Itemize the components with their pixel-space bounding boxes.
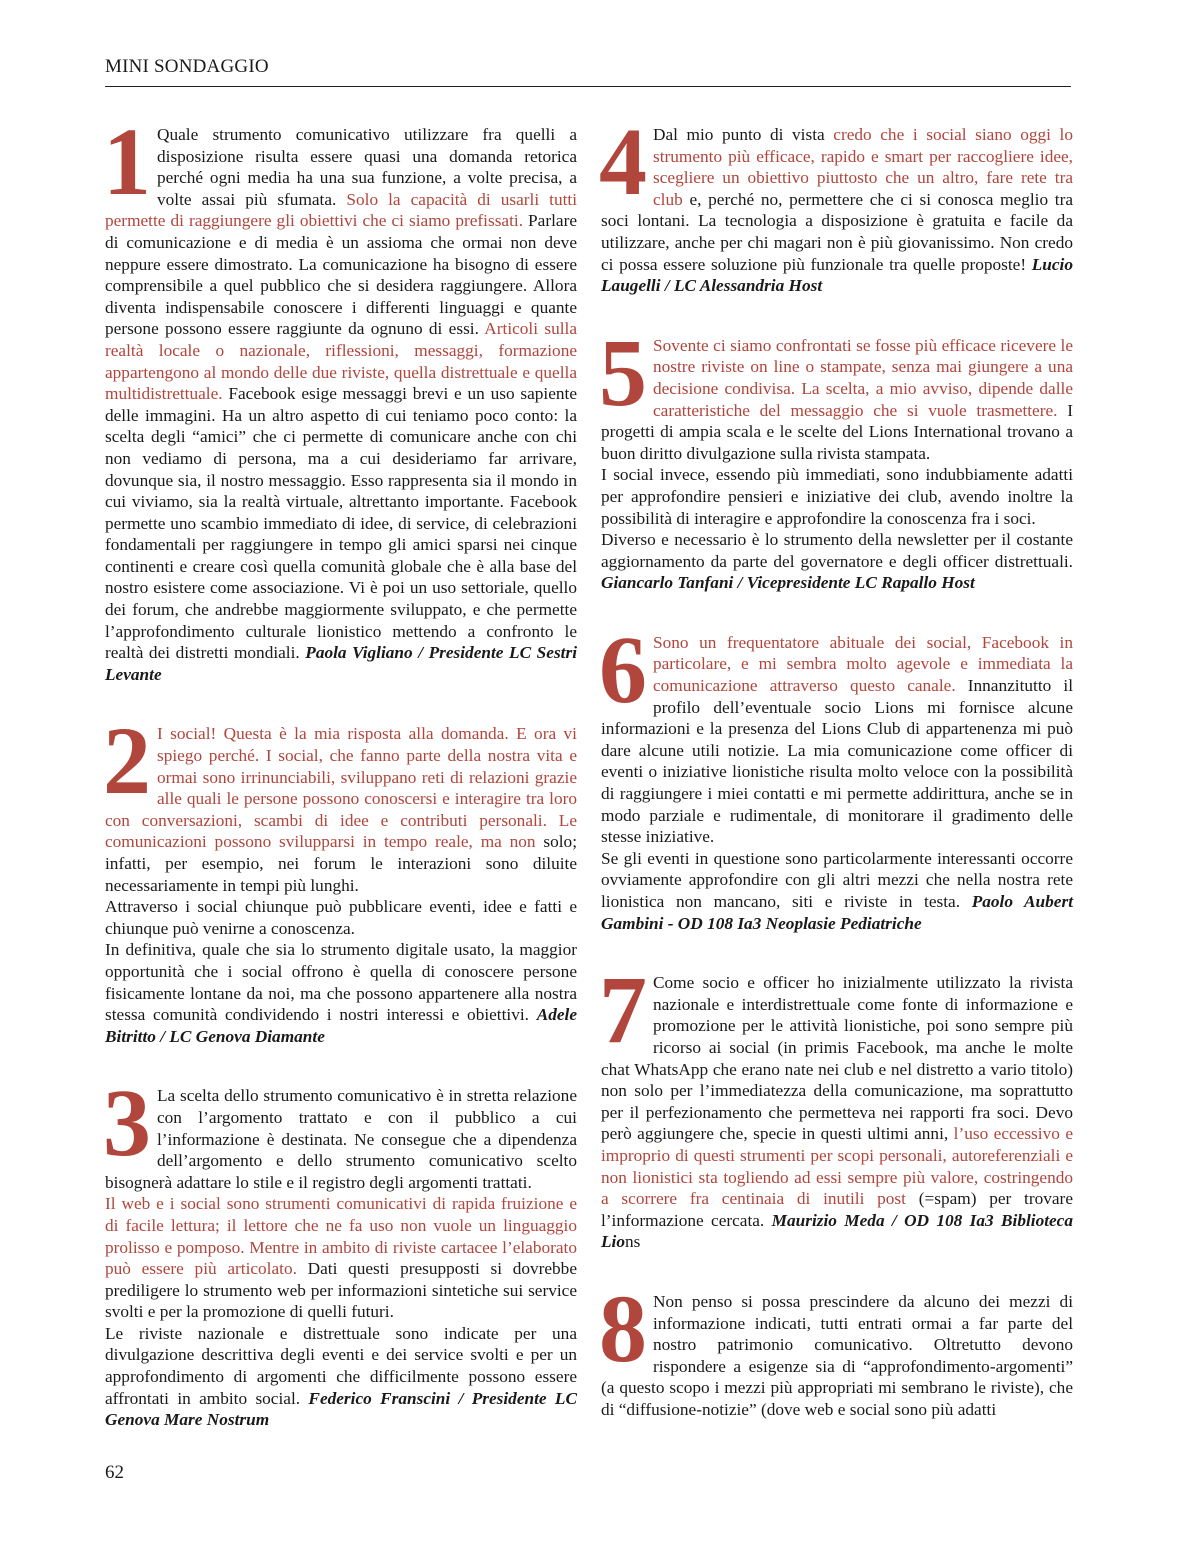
survey-answer-3 [103,1069,578,1431]
answer-paragraph [105,896,577,939]
highlighted-quote: Il web e i social sono strumenti comunicativi di rapida fruizione e di facile lettura; il lettore che ne fa uso non vuole un linguaggio prolisso e pomposo. Mentre in ambito di riviste cartacee l’elaborato può essere più articolato. [105,1194,577,1279]
section-title: MINI SONDAGGIO [105,56,269,77]
body-text: Non penso si possa prescindere da alcuno dei mezzi di informazione indicati, tutti entrati ormai a far parte del nostro patrimonio comunicativo. Oltretutto devono rispondere a esigenze sia di “approfondimento-argomenti” (a questo scopo i mezzi più appropriati mi sembrano le riviste), che di “diffusione-notizie” (dove web e social sono più adatti [601,1291,1073,1419]
survey-answer-6 [599,615,1073,934]
answer-paragraph [599,956,1073,1253]
body-text: solo; infatti, per esempio, nei forum le interazioni sono diluite necessariamente in tempi più lunghi. [105,832,577,895]
survey-answer-4 [599,108,1073,297]
author-signature: Maurizio Meda / OD 108 Ia3 Biblioteca Lio [601,1210,1073,1252]
body-text: I progetti di ampia scala e le scelte del Lions International trovano a buon diritto divulgazione sulla rivista stampata. [601,400,1073,463]
survey-answer-1 [103,108,577,685]
highlighted-quote: l’uso eccessivo e improprio di questi strumenti per scopi personali, autoreferenziali e non lionistici sta togliendo ad essi sempre più valore, costringendo a scorrere fra centinaia di inutili post [601,1124,1073,1209]
body-text: Facebook esige messaggi brevi e un uso sapiente delle immagini. Ha un altro aspetto di cui teniamo poco conto: la scelta degli “amici” che ci permette di comunicare anche con chi non vediamo di persona, ma a cui desideriamo far arrivare, dovunque sia, il nostro messaggio. Esso rappresenta sia il mondo in cui viviamo, sia la realtà virtuale, altrettanto importante. Facebook permette uno scambio immediato di idee, di service, di celebrazioni fondamentali per raggiungere in tempo gli amici sparsi nei cinque continenti e creare così quella comunità globale che è alla base del nostro esistere come associazione. Vi è poi un uso settoriale, quello dei forum, che andrebbe maggiormente sviluppato, e che permette l’approfondimento culturale lionistico mettendo a confronto le realtà dei distretti mondiali. [105,384,577,663]
survey-answer-5 [599,318,1073,594]
drop-cap-number: 8 [599,1274,647,1382]
page-number: 62 [105,1462,124,1483]
highlighted-quote: I social! Questa è la mia risposta alla domanda. E ora vi spiego perché. I social, che fanno parte della nostra vita e ormai sono irrinunciabili, sviluppano reti di relazioni grazie alle quali le persone possono conoscersi e interagire tra loro con conversazioni, scambi di idee e contributi personali. Le comunicazioni possono svilupparsi in tempo reale, ma non [105,724,577,852]
answer-paragraph [599,1274,1073,1421]
right-column [599,108,1073,1458]
author-signature: Paolo Aubert Gambini - OD 108 Ia3 Neoplasie Pediatriche [601,892,1073,933]
body-text: La scelta dello strumento comunicativo è in stretta relazione con l’argomento trattato e con il pubblico a cui l’informazione è destinata. Ne consegue che a dipendenza dell’argomento e dello strumento comunicativo scelto bisognerà adattare lo stile e il registro degli argomenti trattati. [105,1086,577,1192]
body-text: (=spam) per trovare l’informazione cercata. [601,1189,1073,1230]
drop-cap-number: 6 [599,615,647,723]
body-text: Dal mio punto di vista [653,125,834,144]
page-header [105,56,1071,87]
drop-cap-number: 3 [103,1069,151,1177]
answer-paragraph [105,1193,577,1323]
body-text: Dati questi presupposti si dovrebbe prediligere lo strumento web per informazioni sintetiche sui service svolti e per la promozione di quelli futuri. [105,1259,577,1322]
drop-cap-number: 2 [103,707,151,815]
author-signature: Giancarlo Tanfani / Vicepresidente LC Rapallo Host [601,573,975,593]
body-text: Parlare di comunicazione e di media è un assioma che ormai non deve neppure essere dimostrato. La comunicazione ha bisogno di essere comprensibile a quel pubblico che si desidera raggiungere. Allora diventa indispensabile conoscere i differenti linguaggi e quante persone possono essere raggiunte da ognuno di essi. [105,211,577,339]
answer-paragraph [601,848,1073,934]
drop-cap-number: 7 [599,956,647,1064]
body-text: In definitiva, quale che sia lo strumento digitale usato, la maggior opportunità che i social offrono è quella di conoscere persone fisicamente lontane da noi, ma che possono appartenere alla nostra stessa comunità condividendo i nostri interessi e obiettivi. [105,940,577,1025]
drop-cap-number: 4 [599,108,647,215]
body-text: e, perché no, permettere che ci si conosca meglio tra soci lontani. La tecnologia a disposizione è gratuita e facile da utilizzare, anche per chi magari non è più giovanissimo. Non credo ci possa essere soluzione più funzionale tra quelle proposte! [601,189,1073,274]
highlighted-quote: credo che i social siano oggi lo strumento più efficace, rapido e smart per raccogliere idee, scegliere un obiettivo piuttosto che un altro, fare rete tra club [653,125,1073,209]
drop-cap-number: 1 [103,108,151,215]
answer-paragraph [599,615,1073,848]
body-text: Diverso e necessario è lo strumento della newsletter per il costante aggiornamento da parte del governatore e degli officer distrettuali. [601,530,1073,571]
answer-paragraph [105,939,577,1047]
body-text: Le riviste nazionale e distrettuale sono indicate per una divulgazione descrittiva degli eventi e dei service svolti e per un approfondimento di argomenti che difficilmente possono essere affrontati in ambito social. [105,1323,577,1408]
author-signature: Adele Bitritto / LC Genova Diamante [105,1005,577,1046]
answer-paragraph [599,318,1073,465]
body-text: Se gli eventi in questione sono particolarmente interessanti occorre ovviamente approfondire con gli altri mezzi che nella nostra rete lionistica non mancano, siti e riviste in testa. [601,848,1073,911]
author-signature: Lucio Laugelli / LC Alessandria Host [601,254,1073,296]
body-text: Attraverso i social chiunque può pubblicare eventi, idee e fatti e chiunque può venirne a conoscenza. [105,897,577,938]
body-text: Innanzitutto il profilo dell’eventuale socio Lions mi fornisce alcune informazioni e la presenza del Lions Club di appartenenza mi può dare alcune utili notizie. La mia comunicazione come officer di eventi o iniziative lionistiche risulta molto veloce con la possibilità di raggiungere i miei contatti e mi permette addirittura, anche se in modo parziale e rudimentale, di monitorare il gradimento delle stesse iniziative. [601,676,1073,847]
left-column [103,108,578,1469]
answer-paragraph [103,707,577,896]
survey-answer-7 [599,956,1073,1253]
answer-paragraph [105,1323,577,1431]
highlighted-quote: Sono un frequentatore abituale dei social, Facebook in particolare, e mi sembra molto agevole e immediata la comunicazione attraverso questo canale. [653,632,1073,696]
drop-cap-number: 5 [599,318,647,426]
author-signature: Paola Vigliano / Presidente LC Sestri Levante [105,643,577,684]
answer-paragraph [601,464,1073,529]
body-text: I social invece, essendo più immediati, sono indubbiamente adatti per approfondire pensieri e iniziative dei club, avendo inoltre la possibilità di interagire e approfondire la conoscenza fra i soci. [601,465,1073,528]
body-text: Quale strumento comunicativo utilizzare fra quelli a disposizione risulta essere quasi una domanda retorica perché ogni media ha una sua funzione, a volte precisa, a volte assai più sfumata. [157,125,577,209]
answer-paragraph [103,108,577,685]
survey-answer-8 [599,1274,1073,1421]
highlighted-quote: Articoli sulla realtà locale o nazionale, riflessioni, messaggi, formazione appartengono al mondo delle due riviste, quella distrettuale e quella multidistrettuale. [105,319,577,404]
answer-paragraph [599,108,1073,297]
body-text: ns [625,1232,641,1252]
highlighted-quote: Sovente ci siamo confrontati se fosse più efficace ricevere le nostre riviste on line o stampate, senza mai giungere a una decisione condivisa. La scelta, a mio avviso, dipende dalle caratteristiche del messaggio che si vuole trasmettere. [653,335,1073,420]
answer-paragraph [103,1069,577,1193]
highlighted-quote: Solo la capacità di usarli tutti permette di raggiungere gli obiettivi che ci siamo prefissati. [105,189,577,231]
answer-paragraph [601,529,1073,594]
body-text: Come socio e officer ho inizialmente utilizzato la rivista nazionale e interdistrettuale come fonte di informazione e promozione per le attività lionistiche, poi sono sempre più ricorso ai social (in primis Facebook, ma anche le molte chat WhatsApp che erano nate nei club e nel distretto a vario titolo) non solo per l’immediatezza della comunicazione, ma soprattutto per il perfezionamento che permetteva nei rapporti fra soci. Devo però aggiungere che, specie in questi ultimi anni, [601,973,1073,1144]
survey-answer-2 [103,707,577,1047]
author-signature: Federico Franscini / Presidente LC Genova Mare Nostrum [105,1388,578,1430]
